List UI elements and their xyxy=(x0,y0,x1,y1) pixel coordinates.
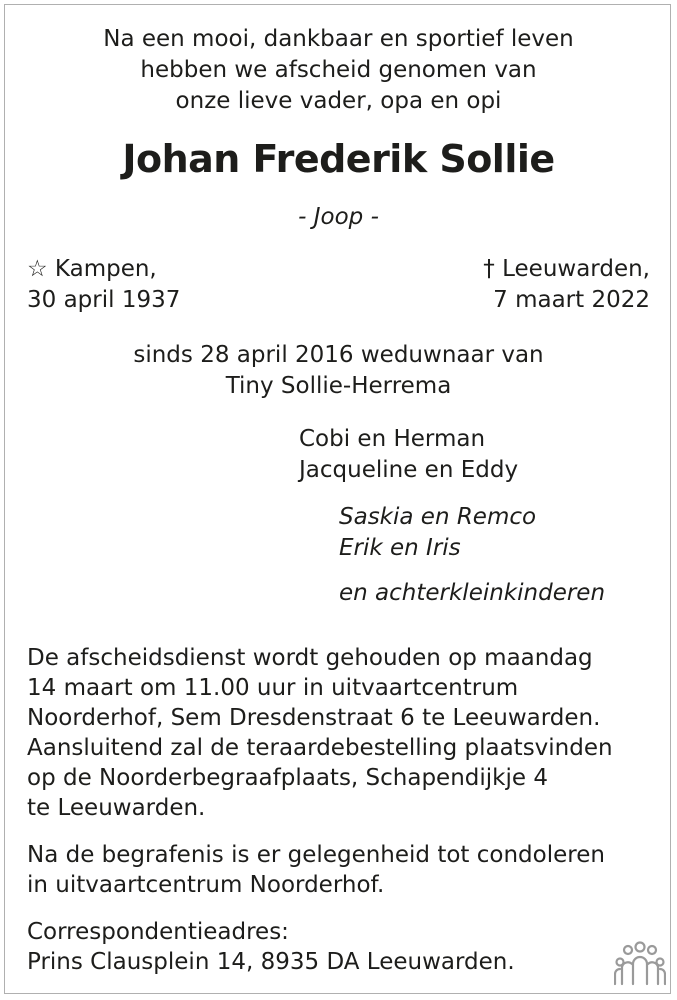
correspondence-address: Prins Clausplein 14, 8935 DA Leeuwarden. xyxy=(27,949,515,975)
service-line-4: Aansluitend zal de teraardebestelling plaatsvinden xyxy=(27,735,613,761)
service-line-6: te Leeuwarden. xyxy=(27,795,206,821)
widower-line-1: sinds 28 april 2016 weduwnaar van xyxy=(133,342,544,368)
child-2: Jacqueline en Eddy xyxy=(299,457,519,483)
death-date: 7 maart 2022 xyxy=(493,287,650,313)
intro-line-1: Na een mooi, dankbaar en sportief leven xyxy=(103,26,574,52)
widower-line-2: Tiny Sollie-Herrema xyxy=(225,373,452,399)
condolence-line-1: Na de begrafenis is er gelegenheid tot condoleren xyxy=(27,842,605,868)
child-1: Cobi en Herman xyxy=(299,426,486,452)
service-line-5: op de Noorderbegraafplaats, Schapendijkje 4 xyxy=(27,765,548,791)
service-line-2: 14 maart om 11.00 uur in uitvaartcentrum xyxy=(27,675,519,701)
nickname: - Joop - xyxy=(298,204,379,230)
great-grandchildren: en achterkleinkinderen xyxy=(339,580,606,606)
grandchild-2: Erik en Iris xyxy=(339,535,461,561)
death-place: † Leeuwarden, xyxy=(483,256,650,282)
birth-date: 30 april 1937 xyxy=(27,287,181,313)
service-line-3: Noorderhof, Sem Dresdenstraat 6 te Leeuwarden. xyxy=(27,705,601,731)
grandchild-1: Saskia en Remco xyxy=(339,504,537,530)
deceased-name: Johan Frederik Sollie xyxy=(122,137,555,181)
intro-line-2: hebben we afscheid genomen van xyxy=(140,57,537,83)
family-icon xyxy=(614,940,666,988)
birth-place: ☆ Kampen, xyxy=(27,256,157,282)
condolence-line-2: in uitvaartcentrum Noorderhof. xyxy=(27,872,385,898)
intro-line-3: onze lieve vader, opa en opi xyxy=(175,88,502,114)
service-line-1: De afscheidsdienst wordt gehouden op maandag xyxy=(27,645,593,671)
correspondence-label: Correspondentieadres: xyxy=(27,919,289,945)
